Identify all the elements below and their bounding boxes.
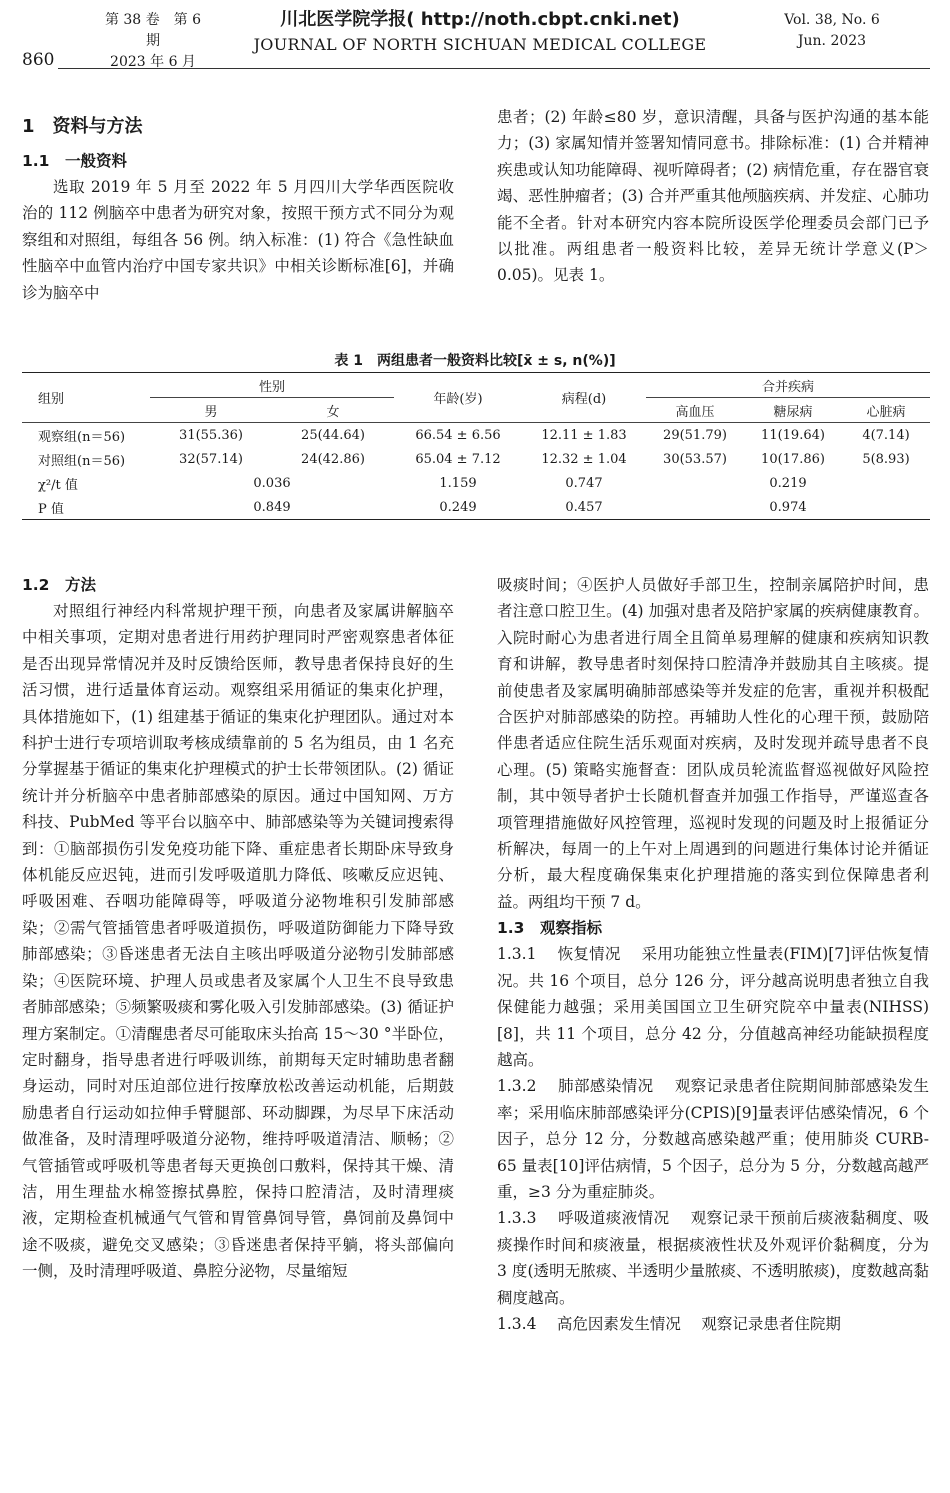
item-number: 1.3.4 (497, 1314, 537, 1333)
cell-stat-label: χ²/t 值 (38, 477, 78, 493)
cell-htn: 29(51.79) (646, 423, 744, 448)
cell-age: 65.04 ± 7.12 (415, 451, 501, 467)
volume-issue-en: Vol. 38, No. 6 (784, 12, 880, 28)
item-number: 1.3.1 (497, 945, 537, 964)
cell-p-age: 0.249 (394, 495, 522, 520)
cell-p-comorbid: 0.974 (646, 495, 930, 520)
table-caption: 表 1 两组患者一般资料比较[x̄ ± s, n(%)] (334, 353, 616, 369)
header-htn: 高血压 (675, 404, 715, 420)
header-male: 男 (204, 404, 218, 420)
volume-issue: 第 38 卷 第 6 期 (104, 12, 202, 49)
column-top-right (497, 104, 929, 289)
cell-p-course: 0.457 (522, 495, 646, 520)
header-age: 年龄(岁) (394, 373, 522, 423)
table-row (22, 423, 930, 448)
header-gender: 性别 (150, 373, 394, 398)
header-comorbid: 合并疾病 (646, 373, 930, 398)
paragraph-134 (497, 1311, 929, 1337)
cell-male: 31(55.36) (150, 423, 272, 448)
cell-group: 观察组(n＝56) (22, 423, 150, 448)
issue-date: 2023 年 6 月 (110, 54, 196, 70)
table-header-row (22, 373, 930, 398)
item-number: 1.3.3 (497, 1209, 537, 1228)
item-title: 呼吸道痰液情况 (558, 1209, 670, 1228)
cell-stat-age: 1.159 (439, 475, 477, 491)
cell-course: 12.11 ± 1.83 (522, 423, 646, 448)
cell-p-label: P 值 (22, 495, 150, 520)
issue-info-en (772, 10, 892, 52)
running-header (0, 0, 950, 80)
issue-info-cn (98, 10, 208, 73)
item-title: 恢复情况 (557, 945, 621, 964)
item-text: 观察记录干预前后痰液黏稠度、吸痰操作时间和痰液量，根据痰液性状及外观评价黏稠度，分为 3 度(透明无脓痰、半透明少量脓痰、不透明脓痰)，度数越高黏稠度越高。 (497, 1209, 929, 1307)
item-title: 高危因素发生情况 (556, 1314, 681, 1333)
data-table (22, 372, 930, 520)
cell-stat-course: 0.747 (565, 475, 603, 491)
paragraph: 对照组行神经内科常规护理干预，向患者及家属讲解脑卒中相关事项，定期对患者进行用药护理同时严密观察患者体征是否出现异常情况并及时反馈给医师，教导患者保持良好的生活习惯，进行适量体育运动。观察组采用循证的集束化护理，具体措施如下，(1) 组建基于循证的集束化护理团队。通过对本科护士进行专项培训取考核成绩靠前的 5 名为组员，由 1 名充分掌握基于循证的集束化护理模式的护士长带领团队。(2) 循证统计并分析脑卒中患者肺部感染的原因。通过中国知网、万方科技、PubMed 等平台以脑卒中、肺部感染等为关键词搜索得到：①脑部损伤引发免疫功能下降、重症患者长期卧床导致身体机能反应迟钝，进而引发呼吸道肌力降低、咳嗽反应迟钝、呼吸困难、吞咽功能障碍等，呼吸道分泌物堆积引发肺部感染；②需气管插管患者呼吸道损伤，呼吸道防御能力下降导致肺部感染；③昏迷患者无法自主咳出呼吸道分泌物引发肺部感染；④医院环境、护理人员或患者及家属个人卫生不良导致患者肺部感染；⑤频繁吸痰和雾化吸入引发肺部感染。(3) 循证护理方案制定。①清醒患者尽可能取床头抬高 15～30 °半卧位，定时翻身，指导患者进行呼吸训练，前期每天定时辅助患者翻身运动，同时对压迫部位进行按摩放松改善运动机能，后期鼓励患者自行运动如拉伸手臂腿部、环动脚踝，为尽早下床活动做准备，及时清理呼吸道分泌物，维持呼吸道清洁、顺畅；②气管插管或呼吸机等患者每天更换创口敷料，保持其干燥、清洁，用生理盐水棉签擦拭鼻腔，保持口腔清洁，及时清理痰液，定期检查机械通气气管和胃管鼻饲导管，鼻饲前及鼻饲中途不吸痰，避免交叉感染；③昏迷患者保持平躺，将头部偏向一侧，及时清理呼吸道、鼻腔分泌物，尽量缩短 (22, 602, 454, 1281)
header-course: 病程(d) (522, 373, 646, 423)
column-bottom-left (22, 572, 454, 1285)
cell-htn: 30(53.57) (663, 451, 727, 467)
header-rule (58, 68, 930, 69)
item-title: 肺部感染情况 (558, 1077, 654, 1096)
cell-male: 32(57.14) (179, 451, 243, 467)
item-text: 观察记录患者住院期间肺部感染发生率；采用临床肺部感染评分(CPIS)[9]量表评估感染情况，6 个因子，总分 12 分，分数越高感染越严重；使用肺炎 CURB-65 量表[10]评估病情，5 个因子，总分为 5 分，分数越高越严重，≥3 分为重症肺炎。 (497, 1077, 929, 1201)
table-row-p (22, 495, 930, 520)
subsection-heading: 1.3 观察指标 (497, 919, 602, 938)
column-top-left (22, 104, 454, 306)
section-heading: 1 资料与方法 (22, 116, 143, 137)
item-text: 采用功能独立性量表(FIM)[7]评估恢复情况。共 16 个项目，总分 126 分，评分越高说明患者独立自我保健能力越强；采用美国国立卫生研究院卒中量表(NIHSS)[8]，共 11 个项目，总分 42 分，分值越高神经功能缺损程度越高。 (497, 945, 929, 1069)
table-row (22, 447, 930, 471)
column-bottom-right (497, 572, 929, 1337)
cell-female: 25(44.64) (272, 423, 394, 448)
subsection-heading: 1.2 方法 (22, 576, 96, 594)
cell-heart: 4(7.14) (842, 423, 930, 448)
cell-group: 对照组(n＝56) (38, 453, 126, 469)
cell-female: 24(42.86) (301, 451, 365, 467)
paragraph: 选取 2019 年 5 月至 2022 年 5 月四川大学华西医院收治的 112 例脑卒中患者为研究对象，按照干预方式不同分为观察组和对照组，每组各 56 例。纳入标准：(1) 符合《急性缺血性脑卒中血管内治疗中国专家共识》中相关诊断标准[6]，并确诊为脑卒中 (22, 178, 454, 302)
page-number: 860 (22, 50, 55, 70)
issue-date-en: Jun. 2023 (797, 33, 867, 49)
journal-title-en: JOURNAL OF NORTH SICHUAN MEDICAL COLLEGE (253, 35, 707, 54)
cell-age: 66.54 ± 6.56 (394, 423, 522, 448)
item-text: 观察记录患者住院期 (701, 1314, 841, 1333)
header-dm: 糖尿病 (773, 404, 813, 420)
header-group: 组别 (22, 373, 150, 423)
cell-course: 12.32 ± 1.04 (541, 451, 627, 467)
cell-stat-gender: 0.036 (253, 475, 291, 491)
item-number: 1.3.2 (497, 1077, 537, 1096)
header-heart: 心脏病 (866, 404, 906, 420)
paragraph-132 (497, 1073, 929, 1205)
journal-title (245, 8, 715, 58)
cell-p-gender: 0.849 (150, 495, 394, 520)
paragraph-continued: 患者；(2) 年龄≤80 岁，意识清醒，具备与医护沟通的基本能力；(3) 家属知情并签署知情同意书。排除标准：(1) 合并精神疾患或认知功能障碍、视听障碍者；(2) 病情危重，存在器官衰竭、恶性肿瘤者；(3) 合并严重其他颅脑疾病、并发症、心肺功能不全者。针对本研究内容本院所设医学伦理委员会部门已予以批准。两组患者一般资料比较，差异无统计学意义(P＞0.05)。见表 1。 (497, 108, 929, 285)
subsection-heading: 1.1 一般资料 (22, 152, 127, 170)
cell-stat-comorbid: 0.219 (769, 475, 807, 491)
table-row-stat (22, 471, 930, 495)
journal-title-cn: 川北医学院学报( http://noth.cbpt.cnki.net) (280, 9, 680, 30)
cell-dm: 11(19.64) (744, 423, 842, 448)
cell-heart: 5(8.93) (862, 451, 910, 467)
paragraph-133 (497, 1205, 929, 1311)
paragraph-131 (497, 941, 929, 1073)
paragraph-continued: 吸痰时间；④医护人员做好手部卫生，控制亲属陪护时间，患者注意口腔卫生。(4) 加强对患者及陪护家属的疾病健康教育。入院时耐心为患者进行周全且简单易理解的健康和疾病知识教育和讲解，教导患者时刻保持口腔清净并鼓励其自主咳痰。提前使患者及家属明确肺部感染等并发症的危害，重视并积极配合医护对肺部感染的防控。再辅助人性化的心理干预，鼓励陪伴患者适应住院生活乐观面对疾病，及时发现并疏导患者不良心理。(5) 策略实施督查：团队成员轮流监督巡视做好风险控制，其中领导者护士长随机督查并加强工作指导，严谨巡查各项管理措施做好风控管理，巡视时发现的问题及时上报循证分析解决，每周一的上午对上周遇到的问题进行集体讨论并循证分析，最大程度确保集束化护理措施的落实到位保障患者利益。两组均干预 7 d。 (497, 576, 929, 911)
header-female: 女 (326, 404, 340, 420)
cell-dm: 10(17.86) (761, 451, 825, 467)
